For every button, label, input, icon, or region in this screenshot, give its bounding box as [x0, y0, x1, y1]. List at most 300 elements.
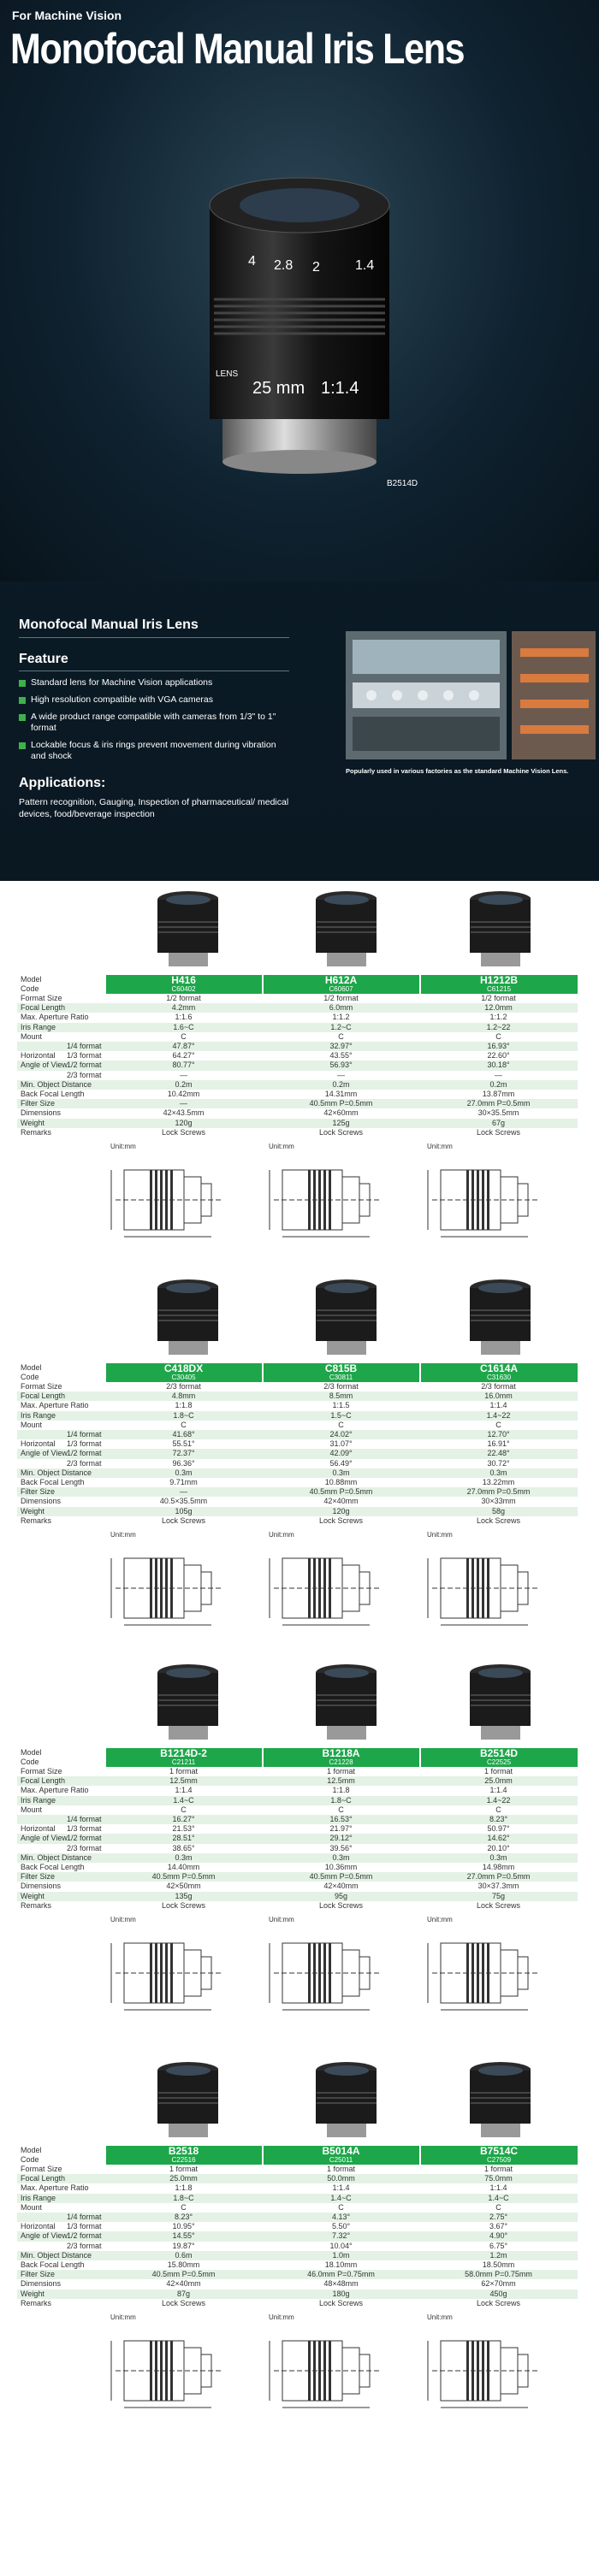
- row-label: Model: [21, 2146, 42, 2154]
- model-code: C22516: [171, 2156, 196, 2165]
- model-code: C25011: [329, 2156, 353, 2165]
- lens-marking: 1:1.4: [321, 379, 359, 398]
- row-label: Focal Length: [17, 1003, 105, 1013]
- spec-value: 8.5mm: [263, 1391, 420, 1401]
- spec-value: 1.4~22: [420, 1411, 578, 1421]
- spec-value: 47.87°: [105, 1042, 263, 1051]
- spec-row: [17, 1421, 578, 1430]
- spec-value: Lock Screws: [162, 1127, 206, 1137]
- spec-value: 4.90°: [420, 2231, 578, 2241]
- row-label: Mount: [21, 1805, 43, 1814]
- spec-value: C: [181, 1031, 187, 1041]
- spec-row: [17, 1051, 578, 1061]
- spec-value: 10.95°: [172, 2222, 195, 2231]
- spec-value: —: [337, 1070, 346, 1079]
- row-label: Weight: [17, 1892, 105, 1901]
- spec-value: Lock Screws: [477, 1515, 521, 1525]
- row-label: Weight: [17, 2289, 105, 2299]
- divider: [19, 637, 289, 638]
- model-code: C22525: [487, 1758, 512, 1767]
- row-label: Angle of View: [21, 1449, 68, 1458]
- photo-caption: Popularly used in various factories as the standard Machine Vision Lens.: [346, 767, 569, 775]
- spec-value: 1:1.4: [489, 1401, 507, 1410]
- spec-value: 1:1.8: [332, 1786, 350, 1795]
- spec-value: 27.0mm P=0.5mm: [420, 1487, 578, 1497]
- spec-value: 10.04°: [329, 2241, 353, 2250]
- row-label: Mount: [21, 1420, 43, 1429]
- spec-value: 120g: [263, 1507, 420, 1516]
- spec-value: 1:1.4: [489, 1786, 507, 1795]
- unit-label: Unit:mm: [110, 1531, 136, 1539]
- spec-row: [17, 1853, 578, 1863]
- spec-value: 14.40mm: [167, 1863, 200, 1872]
- spec-value: 0.2m: [263, 1080, 420, 1090]
- spec-table: [17, 2146, 578, 2308]
- model-header: [263, 975, 420, 994]
- row-label: Code: [21, 2155, 39, 2164]
- spec-row: [17, 1776, 578, 1786]
- spec-row: [17, 1507, 578, 1516]
- spec-value: 25.0mm: [105, 2174, 263, 2183]
- spec-value: 120g: [105, 1119, 263, 1128]
- row-label: Max. Aperture Ratio: [21, 1401, 89, 1410]
- model-code: C21228: [329, 1758, 353, 1767]
- spec-value: 1.0m: [263, 2251, 420, 2260]
- row-label: 2/3 format: [67, 1843, 102, 1852]
- spec-value: Lock Screws: [319, 1127, 364, 1137]
- spec-row: [17, 1032, 578, 1042]
- spec-value: 28.51°: [105, 1834, 263, 1843]
- row-label: Back Focal Length: [21, 1863, 85, 1872]
- row-label: Dimensions: [21, 2279, 62, 2289]
- row-label: Format Size: [21, 1767, 62, 1775]
- spec-value: 32.97°: [263, 1042, 420, 1051]
- spec-value: 1:1.8: [175, 1401, 193, 1410]
- dimension-drawing: [257, 1153, 411, 1281]
- dimension-drawing: [415, 1541, 569, 1669]
- spec-row: [17, 1863, 578, 1872]
- unit-label: Unit:mm: [269, 1143, 294, 1150]
- row-label: Angle of View1/2 format: [17, 1834, 105, 1843]
- spec-value: 15.80mm: [167, 2260, 200, 2270]
- spec-value: 42×40mm: [166, 2279, 201, 2289]
- spec-value: C: [495, 1805, 501, 1814]
- row-label: Mount: [21, 2202, 43, 2212]
- spec-value: 30×37.3mm: [477, 1882, 519, 1891]
- model-name: H416: [171, 973, 196, 986]
- row-label: Remarks: [21, 2298, 52, 2307]
- spec-row: [17, 2251, 578, 2260]
- spec-value: 7.32°: [263, 2231, 420, 2241]
- spec-value: 6.75°: [489, 2241, 508, 2250]
- row-label: Angle of View: [21, 2231, 68, 2241]
- row-label: Dimensions: [21, 1497, 62, 1506]
- spec-value: Lock Screws: [319, 2298, 364, 2307]
- spec-value: 12.5mm: [105, 1776, 263, 1786]
- header-label-cell: [17, 975, 105, 994]
- spec-row: [17, 2270, 578, 2279]
- row-label: Code: [21, 984, 39, 993]
- product-image: [462, 1276, 531, 1355]
- spec-value: 6.0mm: [263, 1003, 420, 1013]
- model-code: C31630: [487, 1374, 512, 1382]
- dimension-drawing: [257, 2324, 411, 2452]
- spec-value: 22.60°: [487, 1051, 510, 1061]
- spec-value: 62×70mm: [481, 2279, 516, 2289]
- spec-row: [17, 1080, 578, 1090]
- spec-value: 1:1.2: [332, 1013, 350, 1022]
- header-label-cell: [17, 1748, 105, 1767]
- spec-value: 25.0mm: [420, 1776, 578, 1786]
- spec-value: 19.87°: [172, 2241, 195, 2250]
- spec-value: 16.53°: [263, 1815, 420, 1824]
- spec-value: 30×33mm: [481, 1497, 516, 1506]
- spec-value: 1.4~C: [105, 1796, 263, 1805]
- spec-value: 0.2m: [420, 1080, 578, 1090]
- spec-value: 0.3m: [105, 1853, 263, 1863]
- page-title: Monofocal Manual Iris Lens: [10, 25, 465, 73]
- spec-value: 40.5mm P=0.5mm: [105, 2270, 263, 2279]
- spec-row: [17, 2183, 578, 2193]
- spec-row: [17, 2279, 578, 2289]
- model-header: [263, 2146, 420, 2165]
- spec-row: [17, 1767, 578, 1776]
- spec-value: Lock Screws: [162, 1515, 206, 1525]
- spec-value: 55.51°: [172, 1439, 195, 1449]
- spec-value: 2/3 format: [323, 1382, 359, 1391]
- spec-value: 5.50°: [331, 2222, 351, 2231]
- spec-value: 14.62°: [420, 1834, 578, 1843]
- row-label: Weight: [17, 1507, 105, 1516]
- spec-value: 125g: [263, 1119, 420, 1128]
- row-label: Horizontal: [21, 1824, 56, 1834]
- spec-value: 40.5×35.5mm: [159, 1497, 208, 1506]
- spec-value: 18.50mm: [482, 2260, 515, 2270]
- model-name: B2518: [168, 2144, 199, 2157]
- spec-value: 1 format: [169, 2165, 199, 2173]
- spec-value: 13.87mm: [482, 1090, 515, 1099]
- spec-row: [17, 2289, 578, 2299]
- row-label: Format Size: [21, 994, 62, 1002]
- spec-value: C: [181, 1420, 187, 1429]
- spec-value: 1.4~C: [263, 2194, 420, 2203]
- spec-row: [17, 1099, 578, 1108]
- spec-value: 0.3m: [263, 1468, 420, 1478]
- spec-value: 1 format: [484, 1767, 513, 1775]
- spec-value: 1 format: [484, 2165, 513, 2173]
- row-label: Horizontal: [21, 1439, 56, 1449]
- spec-value: 9.71mm: [169, 1478, 198, 1487]
- spec-value: Lock Screws: [477, 2298, 521, 2307]
- spec-value: C: [495, 2202, 501, 2212]
- spec-value: 24.02°: [263, 1430, 420, 1439]
- spec-table: [17, 975, 578, 1137]
- model-name: B2514D: [480, 1746, 519, 1759]
- spec-value: 1.2~C: [263, 1023, 420, 1032]
- row-label: Iris Range: [17, 1411, 105, 1421]
- spec-value: —: [180, 1070, 188, 1079]
- row-label: Max. Aperture Ratio: [21, 2183, 89, 2193]
- spec-value: 13.22mm: [482, 1478, 515, 1487]
- spec-value: 1.2m: [420, 2251, 578, 2260]
- model-name: H1212B: [480, 973, 519, 986]
- row-label: Dimensions: [21, 1882, 62, 1891]
- spec-value: 96.36°: [172, 1458, 195, 1468]
- row-label: Model: [21, 1363, 42, 1372]
- unit-label: Unit:mm: [427, 2313, 453, 2321]
- spec-value: 180g: [263, 2289, 420, 2299]
- hero-banner: [0, 0, 599, 582]
- spec-value: Lock Screws: [477, 1127, 521, 1137]
- model-name: C815B: [324, 1362, 358, 1374]
- spec-value: 1.5~C: [263, 1411, 420, 1421]
- spec-row: [17, 1901, 578, 1911]
- hero-lens-image: [171, 171, 428, 496]
- spec-value: 105g: [105, 1507, 263, 1516]
- model-code: C61215: [487, 985, 512, 994]
- spec-value: 1.6~C: [105, 1023, 263, 1032]
- spec-value: C: [181, 1805, 187, 1814]
- spec-value: 1:1.4: [332, 2183, 350, 2193]
- spec-row: [17, 1487, 578, 1497]
- row-label: Angle of View1/2 format: [17, 2231, 105, 2241]
- row-label: Iris Range: [17, 1023, 105, 1032]
- spec-value: C: [181, 2202, 187, 2212]
- applications-title: Applications:: [19, 776, 106, 790]
- lens-marking: 4: [248, 254, 256, 269]
- spec-value: 1 format: [169, 1767, 199, 1775]
- spec-row: [17, 1003, 578, 1013]
- spec-value: 1 format: [327, 2165, 356, 2173]
- spec-row: [17, 1478, 578, 1487]
- row-label: Horizontal 1/3 format: [21, 1439, 102, 1449]
- spec-value: 75.0mm: [420, 2174, 578, 2183]
- row-label: Horizontal 1/3 format: [21, 1824, 102, 1834]
- spec-value: 12.5mm: [263, 1776, 420, 1786]
- hero-model-tag: B2514D: [387, 479, 418, 488]
- spec-row: [17, 1516, 578, 1526]
- spec-row: [17, 1090, 578, 1099]
- row-label: Code: [21, 1373, 39, 1381]
- unit-label: Unit:mm: [269, 2313, 294, 2321]
- unit-label: Unit:mm: [427, 1531, 453, 1539]
- row-label: Remarks: [21, 1515, 52, 1525]
- model-name: C1614A: [480, 1362, 519, 1374]
- product-image: [308, 1661, 377, 1740]
- product-image: [308, 1276, 377, 1355]
- row-label: Filter Size: [17, 1099, 105, 1108]
- spec-row: [17, 2213, 578, 2222]
- model-header: [420, 1748, 578, 1767]
- row-label: 2/3 format: [67, 1458, 102, 1468]
- spec-row: [17, 1844, 578, 1853]
- spec-row: [17, 1391, 578, 1401]
- spec-value: 50.97°: [487, 1824, 510, 1834]
- row-label: Angle of View1/2 format: [17, 1061, 105, 1070]
- spec-value: C: [338, 1805, 344, 1814]
- spec-value: 58g: [420, 1507, 578, 1516]
- spec-row: [17, 1449, 578, 1458]
- spec-value: 1/2 format: [166, 994, 201, 1002]
- spec-value: 38.65°: [172, 1843, 195, 1852]
- row-label: Max. Aperture Ratio: [21, 1786, 89, 1795]
- spec-value: 42×40mm: [323, 1882, 359, 1891]
- unit-label: Unit:mm: [269, 1916, 294, 1923]
- spec-value: 80.77°: [105, 1061, 263, 1070]
- spec-value: 12.0mm: [420, 1003, 578, 1013]
- spec-value: 16.0mm: [420, 1391, 578, 1401]
- model-header: [105, 2146, 263, 2165]
- row-label: Focal Length: [17, 1391, 105, 1401]
- spec-value: 1:1.4: [489, 2183, 507, 2193]
- spec-value: 4.13°: [263, 2213, 420, 2222]
- spec-value: 1.8~C: [263, 1796, 420, 1805]
- spec-row: [17, 2222, 578, 2231]
- product-image: [462, 1661, 531, 1740]
- row-label: Min. Object Distance: [17, 2251, 105, 2260]
- dimension-drawing: [415, 2324, 569, 2452]
- row-label: Angle of View: [21, 1061, 68, 1070]
- spec-value: 67g: [420, 1119, 578, 1128]
- spec-value: 12.70°: [420, 1430, 578, 1439]
- spec-row: [17, 2299, 578, 2308]
- row-label: Dimensions: [21, 1108, 62, 1118]
- spec-value: 56.93°: [263, 1061, 420, 1070]
- spec-value: Lock Screws: [162, 2298, 206, 2307]
- spec-value: 31.07°: [329, 1439, 353, 1449]
- spec-value: 21.97°: [329, 1824, 353, 1834]
- dimension-drawing: [257, 1541, 411, 1669]
- feature-item: Standard lens for Machine Vision applications: [19, 677, 289, 688]
- spec-row: [17, 1430, 578, 1439]
- spec-value: 14.31mm: [324, 1090, 358, 1099]
- spec-value: 135g: [105, 1892, 263, 1901]
- row-label: Filter Size: [17, 1872, 105, 1882]
- spec-value: 50.0mm: [263, 2174, 420, 2183]
- row-label: Angle of View1/2 format: [17, 1449, 105, 1458]
- dimension-drawing: [415, 1153, 569, 1281]
- row-label: Focal Length: [17, 1776, 105, 1786]
- spec-table: [17, 1748, 578, 1911]
- header-label-cell: [17, 2146, 105, 2165]
- dimension-drawing: [98, 1926, 252, 2054]
- model-name: B1214D-2: [160, 1746, 207, 1759]
- spec-row: [17, 1786, 578, 1795]
- model-code: C30405: [171, 1374, 196, 1382]
- spec-row: [17, 1119, 578, 1128]
- unit-label: Unit:mm: [427, 1143, 453, 1150]
- model-code: C60607: [329, 985, 353, 994]
- spec-row: [17, 1834, 578, 1843]
- spec-value: 30.72°: [487, 1458, 510, 1468]
- row-label: Focal Length: [17, 2174, 105, 2183]
- spec-value: 14.98mm: [482, 1863, 515, 1872]
- spec-value: 42.09°: [263, 1449, 420, 1458]
- row-label: Min. Object Distance: [17, 1468, 105, 1478]
- spec-row: [17, 1382, 578, 1391]
- spec-value: Lock Screws: [162, 1900, 206, 1910]
- unit-label: Unit:mm: [269, 1531, 294, 1539]
- spec-value: 0.3m: [105, 1468, 263, 1478]
- unit-label: Unit:mm: [110, 1143, 136, 1150]
- row-label: 2/3 format: [67, 2241, 102, 2250]
- hero-kicker: For Machine Vision: [12, 9, 122, 22]
- intro-section: [19, 617, 289, 820]
- spec-value: 1:1.8: [175, 2183, 193, 2193]
- spec-value: 16.93°: [420, 1042, 578, 1051]
- spec-value: 18.10mm: [324, 2260, 358, 2270]
- product-image: [150, 2059, 218, 2137]
- spec-value: 87g: [105, 2289, 263, 2299]
- model-name: B7514C: [480, 2144, 519, 2157]
- model-name: H612A: [324, 973, 358, 986]
- row-label: 1/4 format: [17, 1042, 105, 1051]
- row-label: Back Focal Length: [21, 1478, 85, 1487]
- spec-value: 2/3 format: [481, 1382, 516, 1391]
- spec-value: 10.88mm: [324, 1478, 358, 1487]
- spec-value: 21.53°: [172, 1824, 195, 1834]
- spec-value: 10.36mm: [324, 1863, 358, 1872]
- factory-photo: [346, 631, 596, 759]
- spec-row: [17, 2194, 578, 2203]
- spec-value: 16.91°: [487, 1439, 510, 1449]
- spec-value: —: [105, 1099, 263, 1108]
- spec-value: 39.56°: [329, 1843, 353, 1852]
- spec-row: [17, 1013, 578, 1022]
- row-label: Code: [21, 1758, 39, 1766]
- spec-value: 1 format: [327, 1767, 356, 1775]
- spec-value: 40.5mm P=0.5mm: [263, 1099, 420, 1108]
- spec-value: 1/2 format: [323, 994, 359, 1002]
- spec-value: 0.2m: [105, 1080, 263, 1090]
- intro-title: Monofocal Manual Iris Lens: [19, 617, 199, 632]
- spec-row: [17, 2203, 578, 2213]
- spec-row: [17, 1805, 578, 1815]
- spec-value: 29.12°: [263, 1834, 420, 1843]
- spec-value: 40.5mm P=0.5mm: [105, 1872, 263, 1882]
- row-label: Horizontal: [21, 2222, 56, 2231]
- model-name: B1218A: [322, 1746, 360, 1759]
- spec-row: [17, 2174, 578, 2183]
- spec-value: 14.55°: [105, 2231, 263, 2241]
- spec-value: 95g: [263, 1892, 420, 1901]
- product-image: [150, 888, 218, 966]
- spec-row: [17, 994, 578, 1003]
- model-code: C60402: [171, 985, 196, 994]
- spec-value: 1.2~22: [420, 1023, 578, 1032]
- spec-value: 1.4~C: [420, 2194, 578, 2203]
- row-label: Horizontal 1/3 format: [21, 1051, 102, 1061]
- spec-value: 58.0mm P=0.75mm: [420, 2270, 578, 2279]
- row-label: Model: [21, 1748, 42, 1757]
- spec-value: —: [495, 1070, 503, 1079]
- spec-value: 42×60mm: [323, 1108, 359, 1118]
- row-label: Filter Size: [17, 1487, 105, 1497]
- dimension-drawing: [98, 2324, 252, 2452]
- applications-text: Pattern recognition, Gauging, Inspection of pharmaceutical/ medical devices, food/beverage inspection: [19, 797, 289, 819]
- product-image: [308, 2059, 377, 2137]
- spec-value: 1.8~C: [105, 2194, 263, 2203]
- lens-marking: 2.8: [274, 258, 294, 273]
- model-code: C21211: [171, 1758, 196, 1767]
- spec-value: 43.55°: [329, 1051, 353, 1061]
- spec-value: 41.68°: [105, 1430, 263, 1439]
- spec-row: [17, 1796, 578, 1805]
- spec-value: 3.67°: [489, 2222, 508, 2231]
- row-label: Model: [21, 975, 42, 984]
- row-label: Angle of View: [21, 1834, 68, 1843]
- spec-value: 40.5mm P=0.5mm: [263, 1487, 420, 1497]
